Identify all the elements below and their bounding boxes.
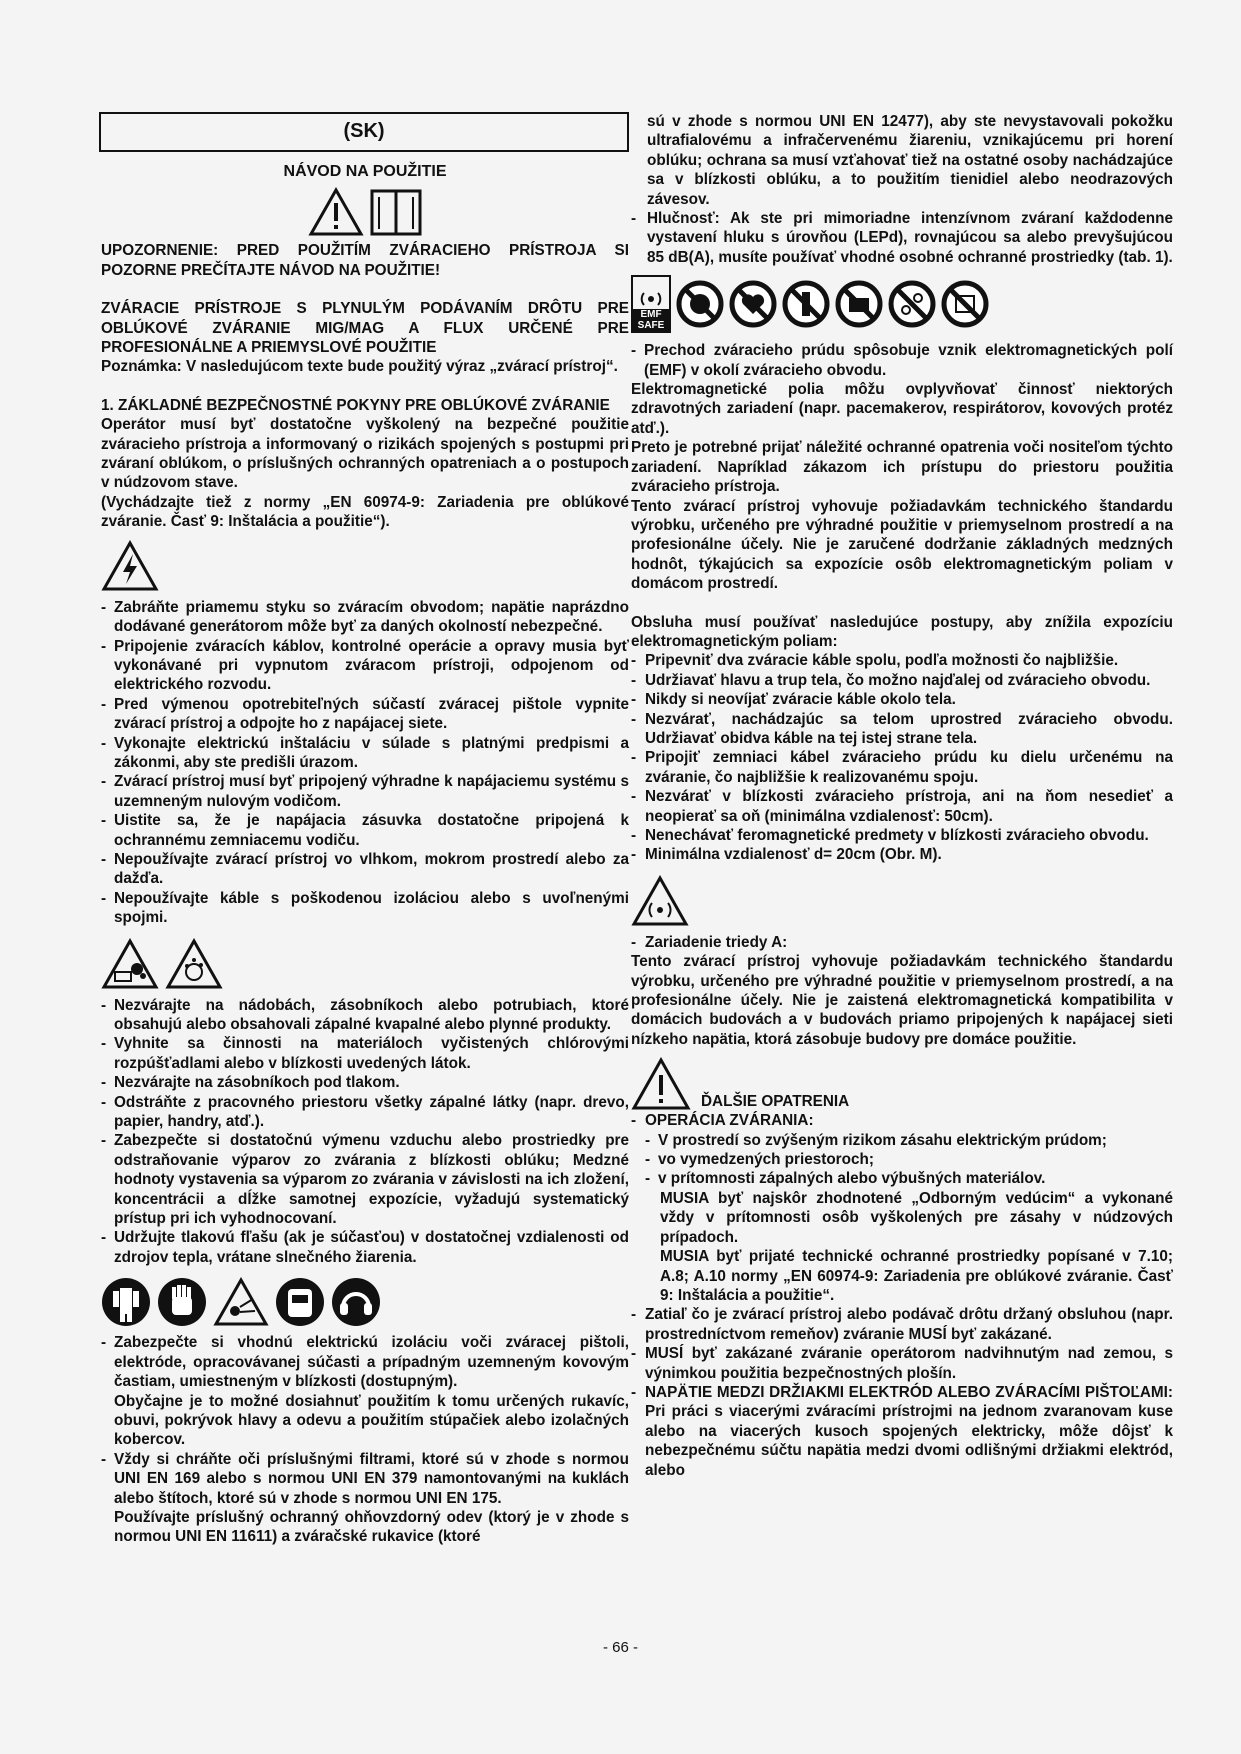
welding-mask-icon: [275, 1277, 325, 1327]
emf-item: - Prechod zváracieho prúdu spôsobuje vznik elektromagnetických polí (EMF) v okolí zváracieho obvodu.: [631, 341, 1173, 380]
protective-clothing-icon: [101, 1277, 151, 1327]
ppe-icons: [101, 1277, 629, 1327]
electric-item: - Zvárací prístroj musí byť pripojený výhradne k napájaciemu systému s uzemneným nulovým vodičom.: [101, 772, 629, 811]
fire-item: - Vyhnite sa činnosti na materiáloch vyčistených chlórovými rozpúšťadlami alebo v blízkosti uvedených látok.: [101, 1034, 629, 1073]
class-a-list: [631, 933, 1173, 952]
further-sub-item: - vo vymedzených priestoroch;: [645, 1150, 1173, 1169]
noise-item: - Hlučnosť: Ak ste pri mimoriadne intenzívnom zváraní každodenne vystavení hluku s úrovňou (LEPd), rovnajúcou sa alebo prevyšujúcou 85 dB(A), musíte používať vhodné osobné ochranné prostriedky (tab. 1).: [631, 209, 1173, 267]
page-number: - 66 -: [602, 1639, 638, 1656]
gloves-icon: [157, 1277, 207, 1327]
note: Poznámka: V nasledujúcom texte bude použitý výraz „zvárací prístroj“.: [101, 358, 618, 376]
no-heart-device-icon: [729, 280, 777, 328]
further-heading-row: [631, 1057, 1173, 1111]
further-item: - OPERÁCIA ZVÁRANIA:: [631, 1111, 1173, 1130]
fire-item: - Nezvárajte na zásobníkoch pod tlakom.: [101, 1073, 629, 1092]
right-continuation: sú v zhode s normou UNI EN 12477), aby ste nevystavovali pokožku ultrafialovému a infračervenému žiareniu, vznikajúcemu pri horení oblúku; ochrana sa musí vzťahovať tiež na ostatné osoby nachádzajúce sa v blízkosti oblúku, a to použitím tienidiel alebo neodrazových závesov.: [647, 113, 1173, 208]
emf-ops-intro: Obsluha musí používať nasledujúce postupy, aby znížila expozíciu elektromagnetickým poliam:: [631, 613, 1173, 650]
emf-list-intro: [631, 341, 1173, 380]
emf-list-item: - Pripevniť dva zváracie káble spolu, podľa možnosti čo najbližšie.: [631, 651, 1173, 670]
emf-list-item: - Udržiavať hlavu a trup tela, čo možno najďalej od zváracieho obvodu.: [631, 671, 1173, 690]
no-watch-icon: [835, 280, 883, 328]
ear-protection-icon: [331, 1277, 381, 1327]
electric-list: [101, 598, 629, 928]
warning-triangle-icon: [308, 187, 364, 237]
fire-item: - Odstráňte z pracovného priestoru všetky zápalné látky (napr. drevo, papier, handry, atď.).: [101, 1093, 629, 1132]
emf-para-3: Tento zvárací prístroj vyhovuje požiadavkám technického štandardu výrobku, určeného pre výhradné použitie v priemyselnom prostredí a na profesionálne účely. Nie je zaručené dodržanie základných medzných hodnôt, týkajúcich sa expozície osôb elektromagnetickým poliam v domácom prostredí.: [631, 497, 1173, 593]
ppe-item-1: Zabezpečte si vhodnú elektrickú izoláciu voči zváracej pištoli, elektróde, opracovávanej súčasti a prípadným uzemneným kovovým častiam, umiestneným v blízkosti (dostupným).: [114, 1334, 629, 1391]
ppe-item-1-cont: Obyčajne je to možné dosiahnuť použitím k tomu určených rukavíc, obuvi, pokrývok hlavy a odevu a použitím stúpačiek alebo izolačných kobercov.: [114, 1392, 629, 1449]
emf-list-item: - Nenechávať feromagnetické predmety v blízkosti zváracieho obvodu.: [631, 826, 1173, 845]
emf-list: [631, 651, 1173, 864]
further-sub-item: - V prostredí so zvýšeným rizikom zásahu elektrickým prúdom;: [645, 1131, 1173, 1150]
emf-list-item: - Pripojiť zemniaci kábel zváracieho prúdu ku dielu určenému na zváranie, čo najbližšie k realizovanému spoju.: [631, 748, 1173, 787]
emf-list-item: - Nezvárať v blízkosti zváracieho prístroja, ani na ňom nesedieť a neopierať sa oň (minimálna vzdialenosť: 50cm).: [631, 787, 1173, 826]
section1-heading: 1. ZÁKLADNÉ BEZPEČNOSTNÉ POKYNY PRE OBLÚKOVÉ ZVÁRANIE: [101, 396, 610, 414]
emf-list-item: - Nezvárať, nachádzajúc sa telom uprostred zváracieho obvodu. Udržiavať obidva káble na tej istej strane tela.: [631, 710, 1173, 749]
electric-item: - Uistite sa, že je napájacia zásuvka dostatočne pripojená k ochrannému zemniacemu vodiču.: [101, 811, 629, 850]
warning-text: UPOZORNENIE: PRED POUŽITÍM ZVÁRACIEHO PRÍSTROJA SI POZORNE PREČÍTAJTE NÁVOD NA POUŽITIE!: [101, 242, 629, 279]
further-heading: ĎALŠIE OPATRENIA: [701, 1092, 850, 1110]
class-a-item: - Zariadenie triedy A:: [631, 933, 1173, 952]
emf-list-item: - Minimálna vzdialenosť d= 20cm (Obr. M).: [631, 845, 1173, 864]
section1-intro-1: Operátor musí byť dostatočne vyškolený na bezpečné použitie zváracieho prístroja a informovaný o rizikách spojených s postupmi pri zváraní oblúkom, o príslušných ochranných opatreniach a o postupoch v núdzovom stave.: [101, 416, 629, 492]
electric-item: - Vykonajte elektrickú inštaláciu v súlade s platnými predpismi a zákonmi, aby ste predišli úrazom.: [101, 734, 629, 773]
further-list: [631, 1305, 1173, 1480]
further-ops: [631, 1111, 1173, 1130]
no-metal-objects-icon: [888, 280, 936, 328]
ppe-item-2: Vždy si chráňte oči príslušnými filtrami, ktoré sú v zhode s normou UNI EN 169 alebo s normou UNI EN 379 namontovanými na kuklách alebo štítoch, ktoré sú v zhode s normou UNI EN 175.: [114, 1450, 629, 1507]
further-sub-item: - v prítomnosti zápalných alebo výbušných materiálov.: [645, 1169, 1173, 1188]
electric-item: - Pripojenie zváracích káblov, kontrolné operácie a opravy musia byť vykonávané pri vypnutom zváracom prístroji, odpojenom od elektrického rozvodu.: [101, 637, 629, 695]
section1-intro-2: (Vychádzajte tiež z normy „EN 60974-9: Zariadenia pre oblúkové zváranie. Časť 9: Inštalácia a použitie“).: [101, 493, 629, 531]
further-sub-list: [631, 1131, 1173, 1189]
further-list-item: - MUSÍ byť zakázané zváranie operátorom nadvihnutým nad zemou, s výnimkou použitia bezpečnostných plošín.: [631, 1344, 1173, 1383]
emf-waves-icon: [636, 285, 666, 309]
ppe-item-2-cont: Používajte príslušný ochranný ohňovzdorný odev (ktorý je v zhode s normou UNI EN 11611) a zváračské rukavice (ktoré: [114, 1508, 629, 1546]
emf-list-item: - Nikdy si neovíjať zváracie káble okolo tela.: [631, 690, 1173, 709]
electric-item: - Nepoužívajte káble s poškodenou izoláciou alebo s uvoľnenými spojmi.: [101, 889, 629, 928]
further-must-2: MUSIA byť prijaté technické ochranné prostriedky popísané v 7.10; A.8; A.10 normy „EN 60974-9: Zariadenia pre oblúkové zváranie. Časť 9: Inštalácia a použitie“.: [660, 1248, 1173, 1304]
emf-icons: [631, 275, 1173, 333]
emf-para-2: Preto je potrebné prijať náležité ochranné opatrenia voči nositeľom týchto zariadení. Napríklad zákazom ich prístupu do priestoru použitia zváracieho prístroja.: [631, 439, 1173, 496]
no-pacemaker-icon: [676, 280, 724, 328]
manual-title: NÁVOD NA POUŽITIE: [283, 163, 447, 180]
manual-book-icon: [370, 187, 422, 237]
fire-hazard-icon: [165, 938, 223, 990]
left-column: [101, 112, 629, 1547]
caution-triangle-icon: [631, 1057, 691, 1111]
language-code: (SK): [343, 120, 385, 143]
emf-warning-icons: [631, 875, 1173, 927]
ppe-item: [101, 1450, 629, 1547]
no-magnetic-card-icon: [941, 280, 989, 328]
fire-item: - Udržujte tlakovú fľašu (ak je súčasťou) v dostatočnej vzdialenosti od zdrojov tepla, vrátane slnečného žiarenia.: [101, 1228, 629, 1267]
emf-safe-badge: [631, 275, 671, 333]
right-column: [631, 112, 1173, 1480]
product-heading: ZVÁRACIE PRÍSTROJE S PLYNULÝM PODÁVANÍM DRÔTU PRE OBLÚKOVÉ ZVÁRANIE MIG/MAG A FLUX URČENÉ PRE PROFESIONÁLNE A PRIEMYSLOVÉ POUŽITIE: [101, 300, 629, 357]
further-list-item: - Zatiaľ čo je zvárací prístroj alebo podávač drôtu držaný obsluhou (napr. prostredníctvom remeňov) zváranie MUSÍ byť zakázané.: [631, 1305, 1173, 1344]
fire-item: - Nezvárajte na nádobách, zásobníkoch alebo potrubiach, ktoré obsahujú alebo obsahovali zápalné kvapalné alebo plynné produkty.: [101, 996, 629, 1035]
electric-item: - Pred výmenou opotrebiteľných súčastí zváracej pištole vypnite zvárací prístroj a odpojte ho z napájacej siete.: [101, 695, 629, 734]
class-a-text: Tento zvárací prístroj vyhovuje požiadavkám technického štandardu výrobku, určeného pre výhradné použitie v priemyselnom prostredí, a na profesionálne účely. Nie je zaistená elektromagnetická kompatibilita v domácich budovách a v budovách priamo pripojených k napájacej sieti nízkeho napätia, ktorá zásobuje budovy pre domáce použitie.: [631, 953, 1173, 1048]
emf-warning-icon: [631, 875, 689, 927]
electric-item: - Nepoužívajte zvárací prístroj vo vlhkom, mokrom prostredí alebo za dažďa.: [101, 850, 629, 889]
electric-hazard-icons: [101, 540, 629, 592]
ppe-list: [101, 1333, 629, 1546]
warning-icons: [101, 187, 629, 237]
electric-item: - Zabráňte priamemu styku so zváracím obvodom; napätie naprázdno dodávané generátorom môže byť za daných okolností nebezpečné.: [101, 598, 629, 637]
fire-hazard-icons: [101, 938, 629, 990]
emf-safe-label: EMF SAFE: [633, 309, 669, 331]
electric-hazard-icon: [101, 540, 159, 592]
arc-radiation-icon: [213, 1277, 269, 1327]
further-must-1: MUSIA byť najskôr zhodnotené „Odborným vedúcim“ a vykonané vždy v prítomnosti osôb vyškolených pre zásahy v núdzových prípadoch.: [660, 1189, 1173, 1246]
language-box: [99, 112, 629, 152]
fire-list: [101, 996, 629, 1268]
no-metal-implant-icon: [782, 280, 830, 328]
emf-para-1: Elektromagnetické polia môžu ovplyvňovať činnosť niektorých zdravotných zariadení (napr. pacemakerov, respirátorov, kovových protéz atď.).: [631, 381, 1173, 437]
noise-list: [631, 209, 1173, 267]
fire-item: - Zabezpečte si dostatočnú výmenu vzduchu alebo prostriedky pre odstraňovanie výparov zo zvárania z blízkosti oblúku; Medzné hodnoty vystavenia sa výparom zo zvárania v závislosti na ich zložení, koncentrácii a dĺžke samotnej expozície, vyžadujú systematický prístup pri ich vyhodnocovaní.: [101, 1131, 629, 1228]
further-list-item: - NAPÄTIE MEDZI DRŽIAKMI ELEKTRÓD ALEBO ZVÁRACÍMI PIŠTOĽAMI: Pri práci s viacerými zváracími prístrojmi na jednom zvaranovam kuse alebo na viacerých kusoch spojených elektricky, môže dôjsť k nebezpečnému súčtu napätia medzi dvomi odlišnými držiakmi elektród, alebo: [631, 1383, 1173, 1480]
explosion-hazard-icon: [101, 938, 159, 990]
ppe-item: [101, 1333, 629, 1449]
